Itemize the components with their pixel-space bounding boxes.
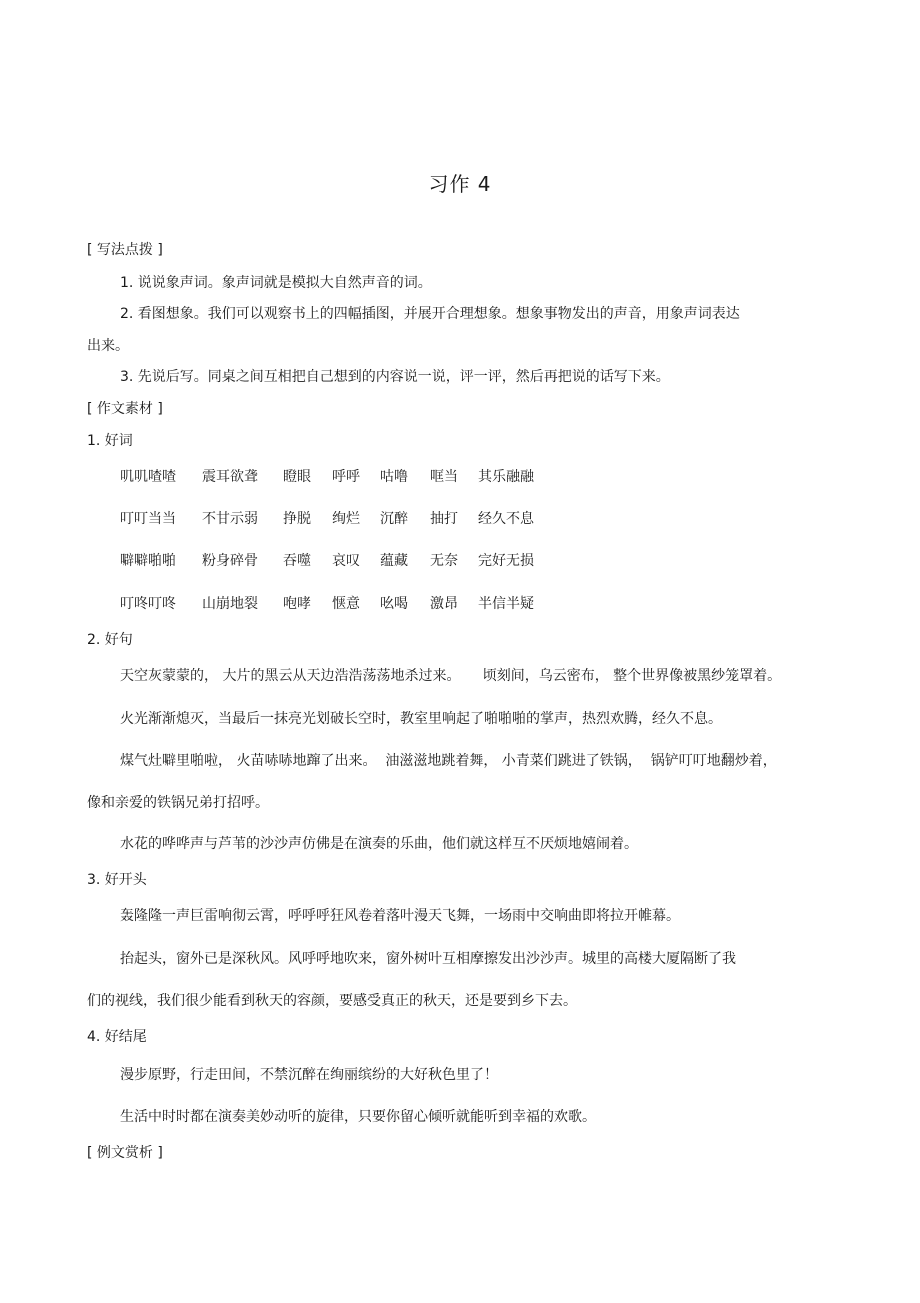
word: 惬意 xyxy=(332,596,360,612)
writing-tip-1: 1. 说说象声词。象声词就是模拟大自然声音的词。 xyxy=(120,275,432,291)
word: 叮叮当当 xyxy=(120,511,176,527)
word: 半信半疑 xyxy=(478,596,534,612)
word: 叮咚叮咚 xyxy=(120,596,176,612)
word: 挣脱 xyxy=(283,511,311,527)
section-header-example: [ 例文赏析 ] xyxy=(87,1145,163,1161)
good-sentence: 煤气灶噼里啪啦， 火苗哧哧地蹿了出来。 油滋滋地跳着舞， 小青菜们跳进了铁锅， 锅铲叮叮地翻炒着， xyxy=(120,753,777,769)
good-sentence-continued: 像和亲爱的铁锅兄弟打招呼。 xyxy=(87,795,269,811)
word: 经久不息 xyxy=(478,511,534,527)
word: 哀叹 xyxy=(332,553,360,569)
section-header-materials: [ 作文素材 ] xyxy=(87,401,163,417)
good-opening-continued: 们的视线，我们很少能看到秋天的容颜，要感受真正的秋天，还是要到乡下去。 xyxy=(87,993,577,1009)
word: 哐当 xyxy=(430,469,458,485)
word: 山崩地裂 xyxy=(202,596,258,612)
good-openings-label: 3. 好开头 xyxy=(87,872,147,888)
good-ending: 漫步原野，行走田间，不禁沉醉在绚丽缤纷的大好秋色里了！ xyxy=(120,1067,498,1083)
good-sentence: 天空灰蒙蒙的， 大片的黑云从天边浩浩荡荡地杀过来。 顷刻间，乌云密布， 整个世界像被黑纱笼罩着。 xyxy=(120,668,782,684)
writing-tip-3: 3. 先说后写。同桌之间互相把自己想到的内容说一说，评一评，然后再把说的话写下来。 xyxy=(120,369,670,385)
writing-tip-2-continued: 出来。 xyxy=(87,338,129,354)
word: 抽打 xyxy=(430,511,458,527)
page-title: 习作 4 xyxy=(428,172,492,196)
word: 吆喝 xyxy=(380,596,408,612)
word: 其乐融融 xyxy=(478,469,534,485)
word: 激昂 xyxy=(430,596,458,612)
good-sentences-label: 2. 好句 xyxy=(87,632,133,648)
word: 咕噜 xyxy=(380,469,408,485)
good-sentence: 水花的哗哗声与芦苇的沙沙声仿佛是在演奏的乐曲，他们就这样互不厌烦地嬉闹着。 xyxy=(120,836,638,852)
section-header-writing-tips: [ 写法点拨 ] xyxy=(87,242,163,258)
word: 吞噬 xyxy=(283,553,311,569)
word: 绚烂 xyxy=(332,511,360,527)
writing-tip-2: 2. 看图想象。我们可以观察书上的四幅插图，并展开合理想象。想象事物发出的声音，用象声词表达 xyxy=(120,306,740,322)
word: 沉醉 xyxy=(380,511,408,527)
word: 叽叽喳喳 xyxy=(120,469,176,485)
word: 震耳欲聋 xyxy=(202,469,258,485)
good-ending: 生活中时时都在演奏美妙动听的旋律，只要你留心倾听就能听到幸福的欢歌。 xyxy=(120,1109,596,1125)
word: 蕴藏 xyxy=(380,553,408,569)
word: 咆哮 xyxy=(283,596,311,612)
good-opening: 抬起头，窗外已是深秋风。风呼呼地吹来，窗外树叶互相摩擦发出沙沙声。城里的高楼大厦隔断了我 xyxy=(120,951,736,967)
word: 噼噼啪啪 xyxy=(120,553,176,569)
word: 无奈 xyxy=(430,553,458,569)
word: 呼呼 xyxy=(332,469,360,485)
word: 瞪眼 xyxy=(283,469,311,485)
good-opening: 轰隆隆一声巨雷响彻云霄，呼呼呼狂风卷着落叶漫天飞舞，一场雨中交响曲即将拉开帷幕。 xyxy=(120,908,680,924)
good-endings-label: 4. 好结尾 xyxy=(87,1029,147,1045)
word: 粉身碎骨 xyxy=(202,553,258,569)
word: 不甘示弱 xyxy=(202,511,258,527)
good-sentence: 火光渐渐熄灭，当最后一抹亮光划破长空时，教室里响起了啪啪啪的掌声，热烈欢腾，经久不息。 xyxy=(120,711,722,727)
word: 完好无损 xyxy=(478,553,534,569)
good-words-label: 1. 好词 xyxy=(87,433,133,449)
